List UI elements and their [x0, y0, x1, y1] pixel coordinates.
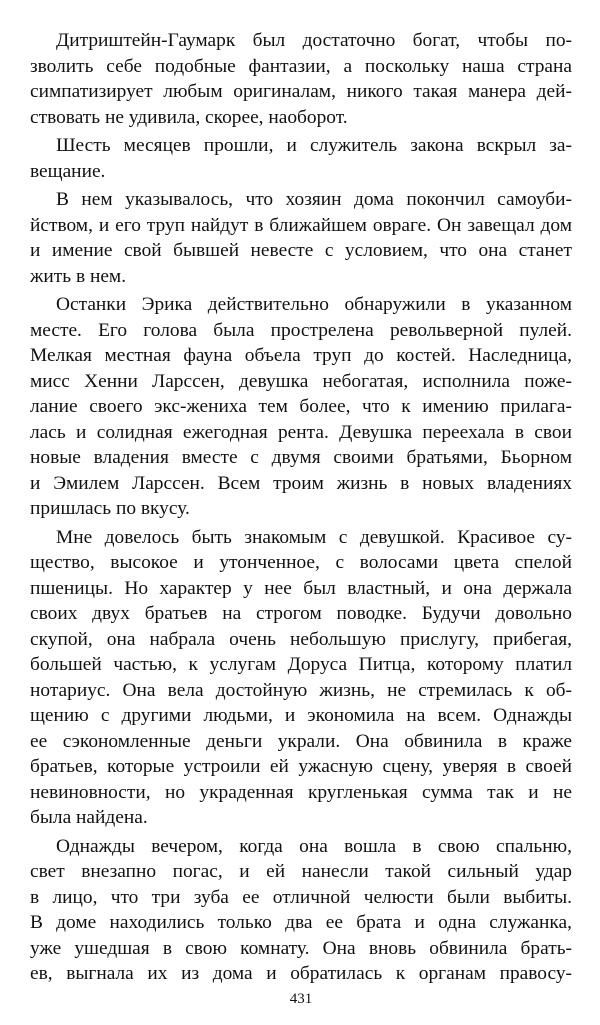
text-line: симпатизирует любым оригиналам, никого такая манера дей- — [30, 81, 572, 102]
text-line: ее сэкономленные деньги украли. Она обвинила в краже — [30, 730, 572, 752]
text-line: Останки Эрика действительно обнаружили в указанном — [56, 294, 572, 315]
text-line: лание своего экс-жениха тем более, что к имению прилага- — [30, 396, 572, 417]
text-line: ствовать не удивила, скорее, наоборот. — [30, 106, 348, 128]
text-line: скупой, она набрала очень небольшую прислугу, прибегая, — [30, 628, 572, 650]
text-line: йством, и его труп найдут в ближайшем овраге. Он завещал дом — [30, 214, 572, 236]
text-line: Дитриштейн-Гаумарк был достаточно богат, чтобы по- — [56, 30, 572, 51]
text-line: в лицо, что три зуба ее отличной челюсти были выбиты. — [30, 886, 572, 908]
paragraph — [30, 28, 572, 130]
paragraph — [30, 133, 572, 184]
text-line: Мне довелось быть знакомым с девушкой. Красивое су- — [56, 526, 572, 548]
text-line: пришлась по вкусу. — [30, 498, 190, 519]
text-line: мисс Хенни Ларссен, девушка небогатая, исполнила поже- — [30, 370, 572, 392]
text-line: пшеницы. Но характер у нее был властный, и она держала — [30, 577, 572, 599]
text-line: месте. Его голова была прострелена револьверной пулей. — [30, 319, 572, 341]
text-line: зволить себе подобные фантазии, а поскольку наша страна — [30, 55, 572, 77]
text-line: своих двух братьев на строгом поводке. Будучи довольно — [30, 603, 572, 624]
text-line: была найдена. — [30, 807, 148, 828]
text-line: нотариус. Она вела достойную жизнь, не стремилась к об- — [30, 679, 572, 701]
page-number: 431 — [289, 991, 313, 1007]
text-line: вещание. — [30, 160, 106, 182]
text-line: и имение свой бывшей невесте с условием, что она станет — [30, 240, 572, 261]
text-line: щество, высокое и утонченное, с волосами цвета спелой — [30, 552, 572, 573]
text-line: невиновности, но украденная кругленькая сумма так и не — [30, 781, 572, 803]
text-line: жить в нем. — [30, 265, 127, 287]
text-line: уже ушедшая в свою комнату. Она вновь обвинила брать- — [30, 937, 572, 959]
text-line: ев, выгнала их из дома и обратилась к органам правосу- — [30, 963, 572, 984]
text-line: В нем указывалось, что хозяин дома покончил самоуби- — [56, 189, 572, 210]
paragraph — [30, 187, 572, 289]
text-line: Однажды вечером, когда она вошла в свою спальню, — [56, 835, 572, 857]
text-line: и Эмилем Ларссен. Всем троим жизнь в новых владениях — [30, 472, 572, 494]
paragraph — [30, 525, 572, 831]
paragraph — [30, 292, 572, 522]
text-line: свет внезапно погас, и ей нанесли такой сильный удар — [30, 861, 572, 882]
text-line: братьев, которые устроили ей ужасную сцену, уверяя в своей — [30, 756, 572, 777]
text-line: лась и солидная ежегодная рента. Девушка переехала в свои — [30, 421, 572, 443]
text-line: Шесть месяцев прошли, и служитель закона вскрыл за- — [56, 135, 572, 156]
text-body — [30, 28, 572, 990]
text-line: щению с другими людьми, и экономила на всем. Однажды — [30, 705, 572, 726]
text-line: Мелкая местная фауна объела труп до костей. Наследница, — [30, 345, 572, 366]
text-line: большей частью, к услугам Доруса Питца, которому платил — [30, 654, 572, 675]
text-line: В доме находились только два ее брата и одна служанка, — [30, 912, 572, 933]
paragraph — [30, 834, 572, 987]
book-page — [30, 28, 572, 1018]
text-line: новые владения вместе с двумя своими братьями, Бьорном — [30, 447, 572, 468]
